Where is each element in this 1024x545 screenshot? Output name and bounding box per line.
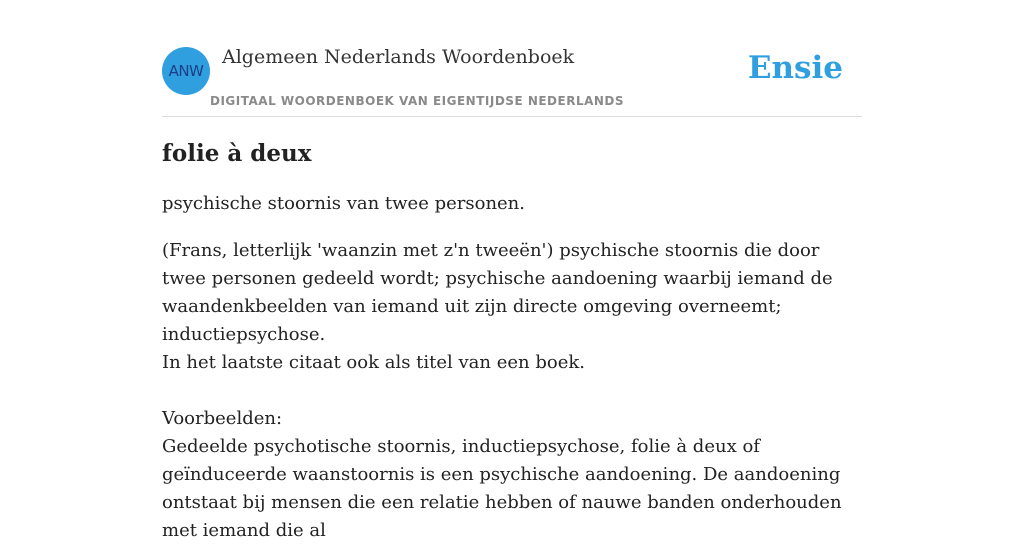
entry-note: In het laatste citaat ook als titel van een boek. [162,352,585,373]
site-header [162,44,862,117]
entry-explanation: (Frans, letterlijk 'waanzin met z'n tweeën') psychische stoornis die door twee personen gedeeld wordt; psychische aandoening waarbij iemand de waandenkbeelden van iemand uit zijn directe omgeving overneemt; inductiepsychose. [162,240,833,345]
examples-block [162,405,862,545]
anw-logo[interactable]: ANW [162,47,210,95]
entry-definition: psychische stoornis van twee personen. [162,193,525,214]
page-title: folie à deux [162,140,312,167]
site-title[interactable]: Algemeen Nederlands Woordenboek [222,46,575,68]
entry-content [162,138,862,545]
ensie-brand-logo[interactable]: Ensie [747,50,843,86]
examples-label: Voorbeelden: [162,408,283,429]
entry-explanation-block [162,237,862,377]
example-text: Gedeelde psychotische stoornis, inductiepsychose, folie à deux of geïnduceerde waanstoornis is een psychische aandoening. De aandoening ontstaat bij mensen die een relatie hebben of nauwe banden onderhouden met iemand die al [162,436,842,541]
site-subtitle: DIGITAAL WOORDENBOEK VAN EIGENTIJDSE NEDERLANDS [210,94,625,108]
